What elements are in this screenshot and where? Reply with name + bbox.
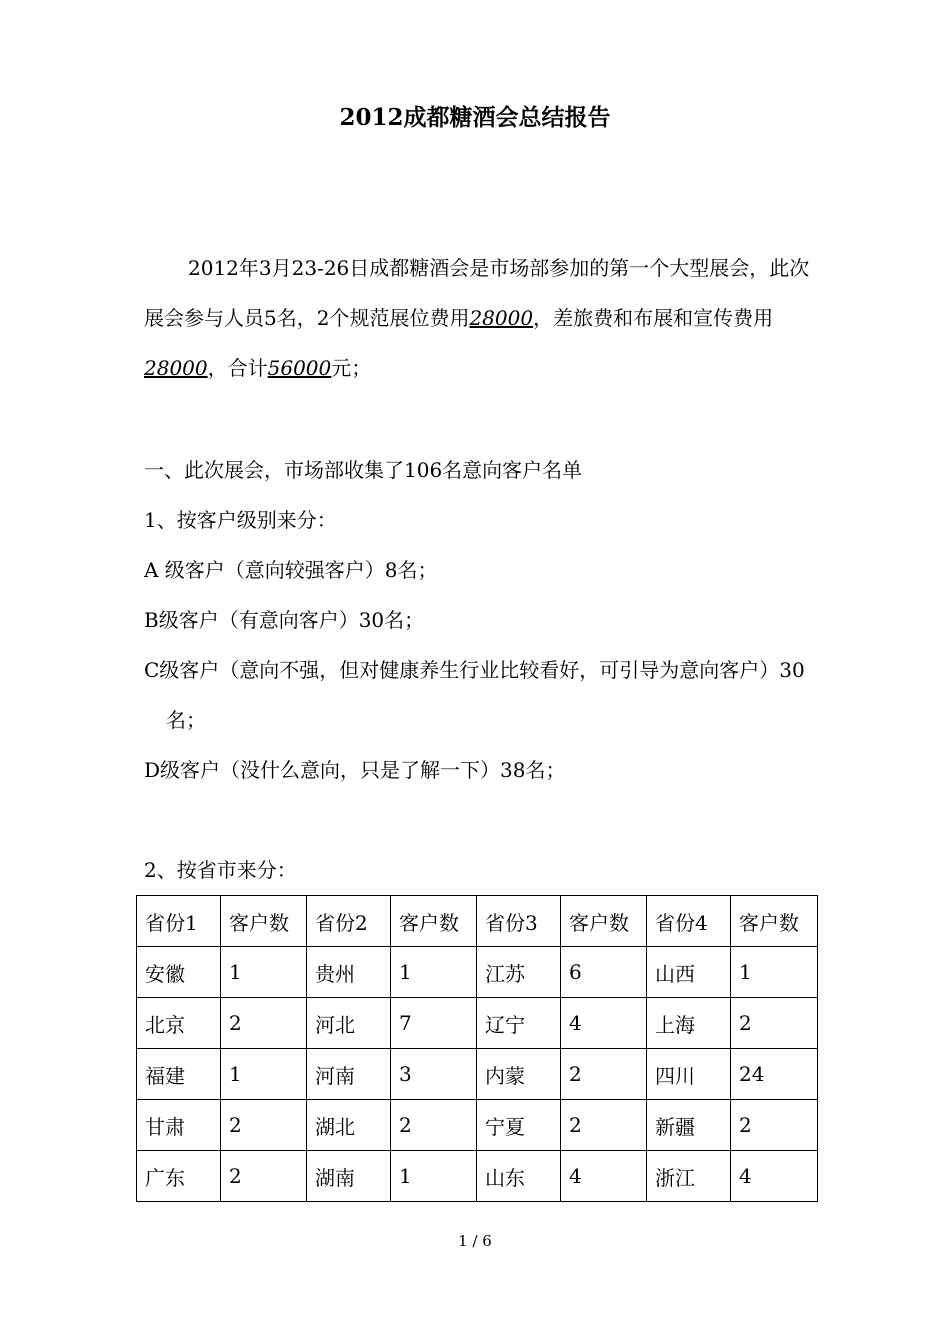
header-cell: 省份4 <box>647 896 731 947</box>
page-number: 1 / 6 <box>458 1232 492 1250</box>
table-cell: 河北 <box>307 998 391 1049</box>
table-cell: 河南 <box>307 1049 391 1100</box>
table-cell: 3 <box>391 1049 477 1100</box>
table-cell: 贵州 <box>307 947 391 998</box>
table-row <box>137 998 818 1049</box>
header-cell: 客户数 <box>221 896 307 947</box>
table-cell: 甘肃 <box>137 1100 221 1151</box>
province-table <box>136 895 818 1202</box>
table-cell: 浙江 <box>647 1151 731 1202</box>
table-cell: 山东 <box>477 1151 561 1202</box>
table-cell: 湖南 <box>307 1151 391 1202</box>
table-cell: 2 <box>391 1100 477 1151</box>
header-cell: 省份3 <box>477 896 561 947</box>
table-cell: 江苏 <box>477 947 561 998</box>
table-cell: 1 <box>731 947 818 998</box>
table-cell: 2 <box>561 1049 647 1100</box>
header-cell: 省份2 <box>307 896 391 947</box>
level-a-item: A 级客户（意向较强客户）8名； <box>144 558 438 582</box>
total-cost: 56000 <box>267 356 332 380</box>
subheading-by-level: 1、按客户级别来分： <box>144 508 337 532</box>
table-cell: 湖北 <box>307 1100 391 1151</box>
table-cell: 2 <box>221 1151 307 1202</box>
table-cell: 辽宁 <box>477 998 561 1049</box>
table-row <box>137 1151 818 1202</box>
table-cell: 2 <box>731 998 818 1049</box>
header-cell: 省份1 <box>137 896 221 947</box>
travel-cost: 28000 <box>144 356 208 380</box>
table-cell: 新疆 <box>647 1100 731 1151</box>
table-cell: 1 <box>221 1049 307 1100</box>
table-cell: 1 <box>221 947 307 998</box>
header-cell: 客户数 <box>731 896 818 947</box>
booth-cost: 28000 <box>469 306 534 330</box>
level-c-item: C级客户（意向不强，但对健康养生行业比较看好，可引导为意向客户）30名； <box>144 658 805 732</box>
table-cell: 上海 <box>647 998 731 1049</box>
table-cell: 6 <box>561 947 647 998</box>
table-row <box>137 947 818 998</box>
table-cell: 2 <box>221 998 307 1049</box>
table-header-row <box>137 896 818 947</box>
table-cell: 2 <box>221 1100 307 1151</box>
document-title: 2012成都糖酒会总结报告 <box>339 104 611 131</box>
table-cell: 1 <box>391 1151 477 1202</box>
header-cell: 客户数 <box>391 896 477 947</box>
table-cell: 24 <box>731 1049 818 1100</box>
intro-text-1: 2012年3月23-26日成都糖酒会是市场部参加的第一个大型展会，此次展会参与人员5名，2个规范展位费用 <box>144 256 810 330</box>
table-cell: 4 <box>731 1151 818 1202</box>
header-cell: 客户数 <box>561 896 647 947</box>
table-cell: 内蒙 <box>477 1049 561 1100</box>
subheading-by-province: 2、按省市来分： <box>144 858 297 882</box>
table-cell: 福建 <box>137 1049 221 1100</box>
table-cell: 安徽 <box>137 947 221 998</box>
intro-text-3: ，合计 <box>207 356 268 380</box>
table-cell: 2 <box>561 1100 647 1151</box>
table-cell: 四川 <box>647 1049 731 1100</box>
level-b-item: B级客户（有意向客户）30名； <box>144 608 425 632</box>
intro-paragraph <box>144 243 824 393</box>
table-cell: 4 <box>561 998 647 1049</box>
table-cell: 山西 <box>647 947 731 998</box>
section-heading: 一、此次展会，市场部收集了106名意向客户名单 <box>144 458 583 482</box>
table-cell: 宁夏 <box>477 1100 561 1151</box>
table-cell: 1 <box>391 947 477 998</box>
level-d-item: D级客户（没什么意向，只是了解一下）38名； <box>144 758 566 782</box>
table-cell: 7 <box>391 998 477 1049</box>
table-row <box>137 1049 818 1100</box>
table-row <box>137 1100 818 1151</box>
table-cell: 北京 <box>137 998 221 1049</box>
table-cell: 2 <box>731 1100 818 1151</box>
intro-text-4: 元； <box>331 356 372 380</box>
table-cell: 4 <box>561 1151 647 1202</box>
intro-text-2: ，差旅费和布展和宣传费用 <box>533 306 774 330</box>
table-cell: 广东 <box>137 1151 221 1202</box>
